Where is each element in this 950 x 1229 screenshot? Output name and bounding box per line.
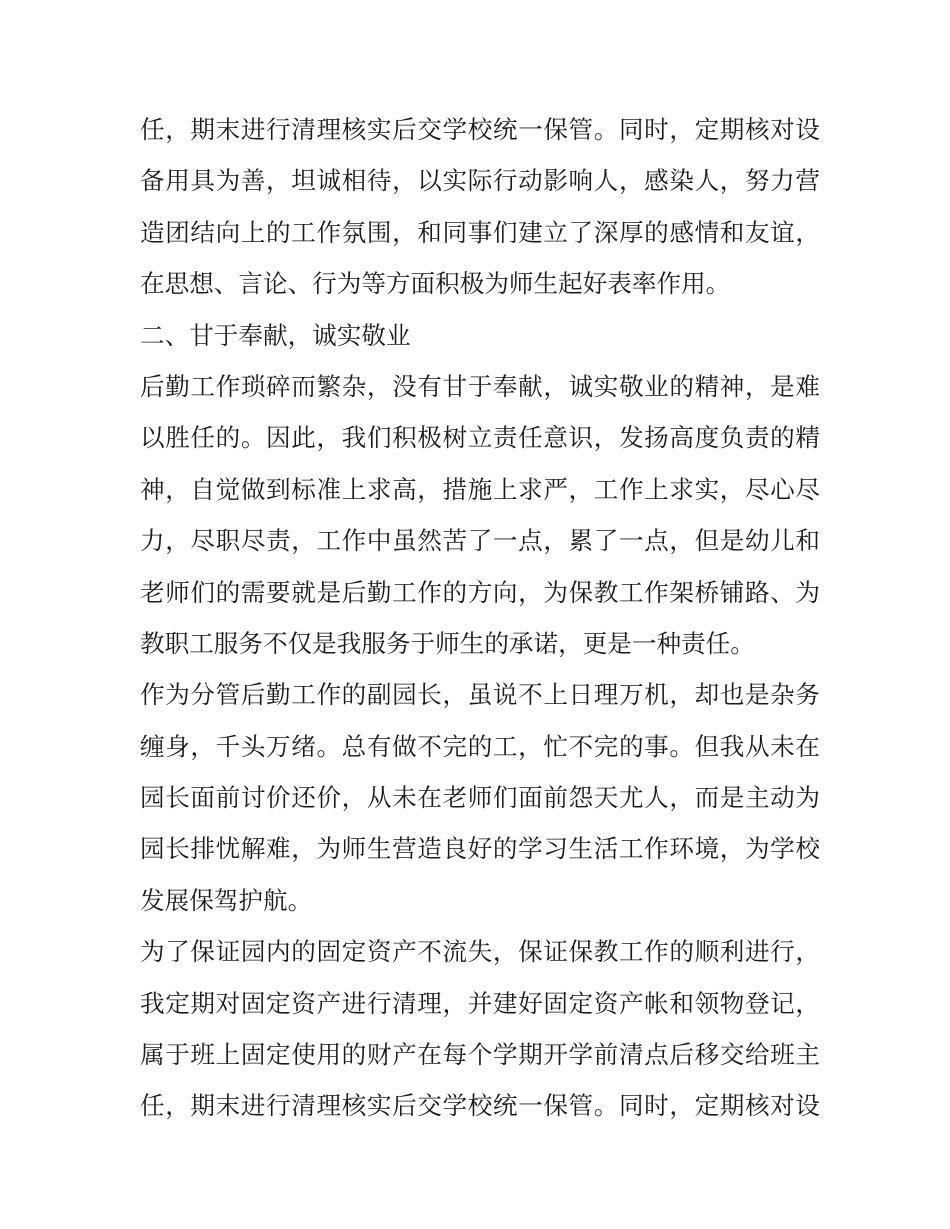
text-line: 以胜任的。因此，我们积极树立责任意识，发扬高度负责的精 [140, 423, 820, 453]
text-line: 缠身，千头万绪。总有做不完的工，忙不完的事。但我从未在 [140, 731, 820, 761]
text-line: 属于班上固定使用的财产在每个学期开学前清点后移交给班主 [140, 1040, 820, 1070]
text-line: 为了保证园内的固定资产不流失，保证保教工作的顺利进行， [140, 937, 820, 967]
text-line: 在思想、言论、行为等方面积极为师生起好表率作用。 [140, 269, 731, 299]
body-text [140, 104, 820, 1132]
text-line: 我定期对固定资产进行清理，并建好固定资产帐和领物登记， [140, 988, 820, 1018]
text-line: 老师们的需要就是后勤工作的方向，为保教工作架桥铺路、为 [140, 577, 820, 607]
text-line: 教职工服务不仅是我服务于师生的承诺，更是一种责任。 [140, 628, 755, 658]
text-line: 园长面前讨价还价，从未在老师们面前怨天尤人，而是主动为 [140, 783, 820, 813]
text-line: 后勤工作琐碎而繁杂，没有甘于奉献，诚实敬业的精神，是难 [140, 371, 820, 401]
text-line: 作为分管后勤工作的副园长，虽说不上日理万机，却也是杂务 [140, 680, 820, 710]
text-line: 任，期末进行清理核实后交学校统一保管。同时，定期核对设 [140, 115, 820, 144]
text-line: 发展保驾护航。 [140, 885, 313, 915]
text-line: 神，自觉做到标准上求高，措施上求严，工作上求实，尽心尽 [140, 474, 820, 504]
text-line: 力，尽职尽责，工作中虽然苦了一点，累了一点，但是幼儿和 [140, 526, 820, 556]
text-line: 任，期末进行清理核实后交学校统一保管。同时，定期核对设 [140, 1091, 820, 1121]
section-heading: 二、甘于奉献，诚实敬业 [140, 320, 411, 350]
text-line: 备用具为善，坦诚相待，以实际行动影响人，感染人，努力营 [140, 166, 820, 196]
text-line: 园长排忧解难，为师生营造良好的学习生活工作环境，为学校 [140, 834, 820, 864]
text-line: 造团结向上的工作氛围，和同事们建立了深厚的感情和友谊， [140, 217, 820, 247]
